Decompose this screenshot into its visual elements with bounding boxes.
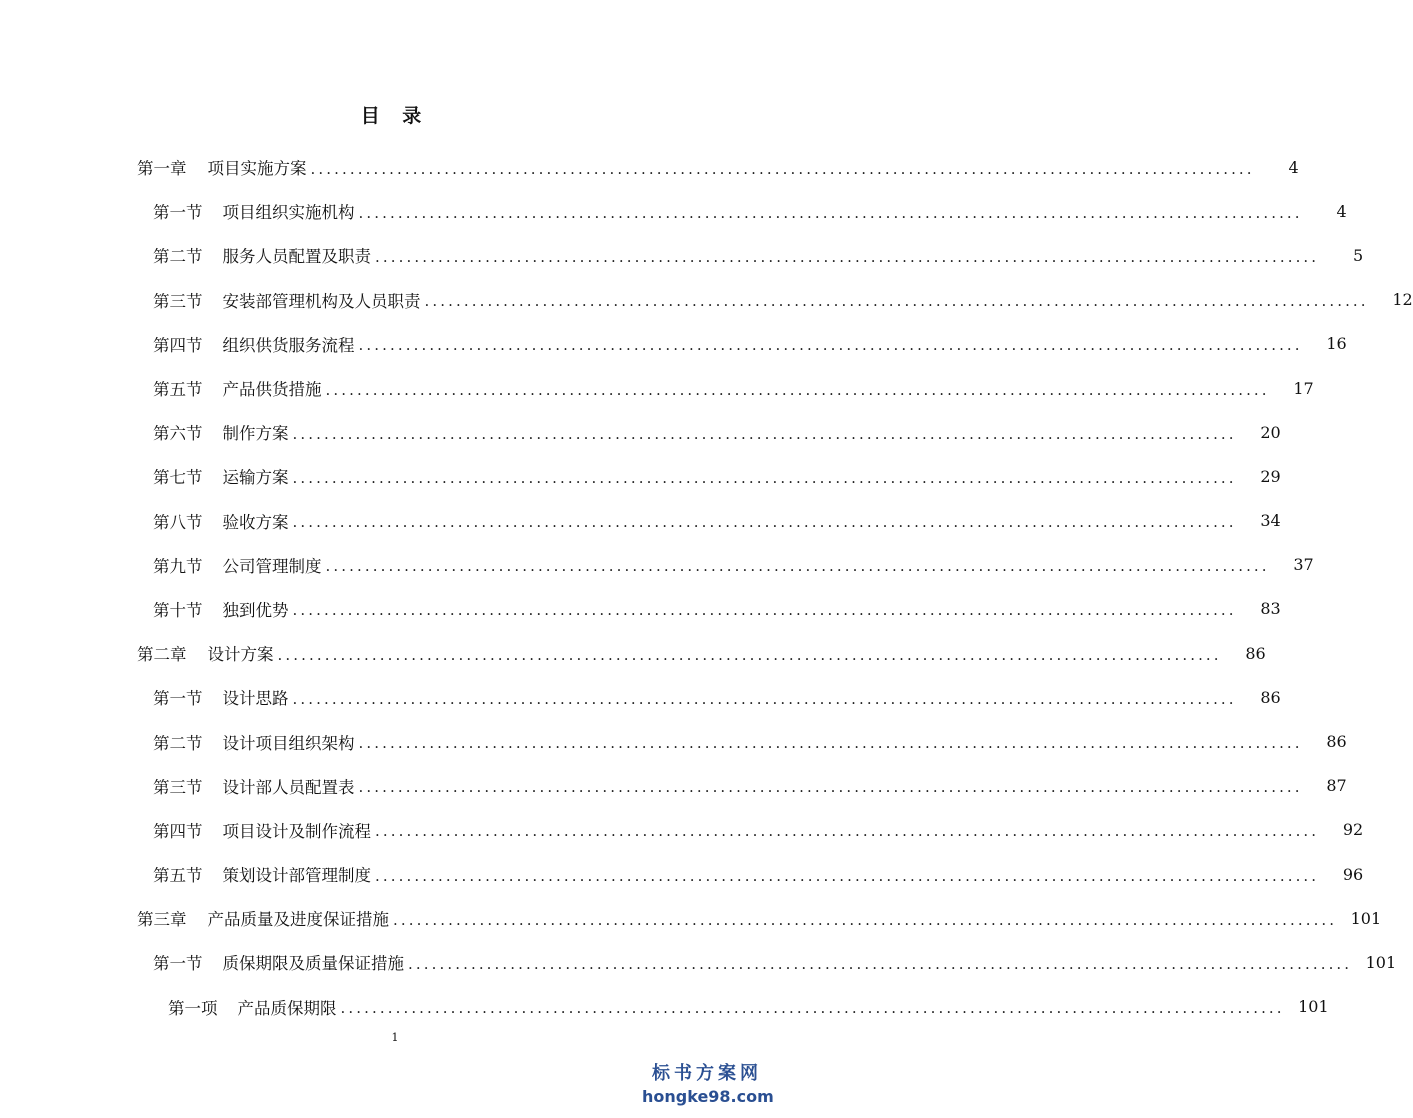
toc-entry[interactable] bbox=[0, 145, 1299, 189]
toc-entry[interactable] bbox=[0, 675, 1281, 719]
toc-entry-number: 第六节 bbox=[153, 424, 203, 444]
toc-entry-page: 12 bbox=[1392, 290, 1413, 310]
toc-entry-page: 86 bbox=[1245, 643, 1266, 663]
toc-entry[interactable] bbox=[0, 454, 1281, 498]
toc-entry[interactable] bbox=[0, 631, 1266, 675]
toc-entry-number: 第五节 bbox=[153, 380, 203, 400]
toc-entry-title: 制作方案 bbox=[222, 424, 289, 444]
toc-entry-page: 4 bbox=[1288, 157, 1299, 177]
toc-entry-number: 第一章 bbox=[137, 159, 187, 179]
toc-entry[interactable] bbox=[0, 940, 1397, 984]
toc-entry[interactable] bbox=[0, 278, 1413, 322]
toc-entry-page: 17 bbox=[1293, 378, 1314, 398]
toc-entry-title: 公司管理制度 bbox=[222, 556, 322, 576]
toc-entry-title: 策划设计部管理制度 bbox=[222, 866, 371, 886]
toc-dot-leader: ........................................................................................................................ bbox=[424, 292, 1369, 311]
toc-entry-title: 项目组织实施机构 bbox=[222, 203, 355, 223]
toc-entry-title: 产品供货措施 bbox=[222, 380, 322, 400]
page-title: 目 录 bbox=[360, 105, 430, 127]
toc-entry-page: 87 bbox=[1326, 776, 1347, 796]
toc-entry-title: 验收方案 bbox=[222, 512, 289, 532]
toc-entry-number: 第五节 bbox=[153, 866, 203, 886]
toc-entry-number: 第四节 bbox=[153, 335, 203, 355]
toc-dot-leader: ........................................................................................................................ bbox=[292, 468, 1237, 487]
toc-dot-leader: ........................................................................................................................ bbox=[358, 203, 1303, 222]
toc-entry-title: 产品质量及进度保证措施 bbox=[207, 910, 389, 930]
toc-dot-leader: ........................................................................................................................ bbox=[325, 557, 1270, 576]
toc-dot-leader: ........................................................................................................................ bbox=[292, 601, 1237, 620]
toc-entry-page: 86 bbox=[1326, 732, 1347, 752]
toc-entry-page: 96 bbox=[1342, 864, 1364, 884]
toc-entry-page: 92 bbox=[1342, 820, 1364, 840]
toc-dot-leader: ........................................................................................................................ bbox=[375, 247, 1320, 266]
watermark-cn-text: 标书方案网 bbox=[652, 1063, 762, 1084]
toc-entry-title: 设计部人员配置表 bbox=[222, 777, 355, 797]
toc-entry[interactable] bbox=[0, 852, 1364, 896]
toc-dot-leader: ........................................................................................................................ bbox=[277, 645, 1222, 664]
toc-entry[interactable] bbox=[0, 764, 1347, 808]
toc-dot-leader: ........................................................................................................................ bbox=[375, 822, 1320, 841]
toc-entry-number: 第十节 bbox=[153, 600, 203, 620]
toc-entry-title: 项目实施方案 bbox=[207, 159, 307, 179]
toc-entry-title: 组织供货服务流程 bbox=[222, 335, 355, 355]
toc-entry-page: 5 bbox=[1352, 245, 1364, 265]
toc-entry-page: 4 bbox=[1336, 201, 1347, 221]
toc-entry-page: 29 bbox=[1260, 466, 1281, 486]
toc-entry-number: 第三章 bbox=[137, 910, 187, 930]
toc-entry[interactable] bbox=[0, 410, 1281, 454]
toc-entry[interactable] bbox=[0, 543, 1314, 587]
toc-entry-page: 101 bbox=[1350, 908, 1382, 928]
toc-entry-number: 第四节 bbox=[153, 821, 203, 841]
toc-entry-number: 第一节 bbox=[153, 689, 203, 709]
toc-entry-page: 34 bbox=[1260, 511, 1281, 531]
page-number: 1 bbox=[391, 1031, 399, 1044]
toc-dot-leader: ........................................................................................................................ bbox=[292, 689, 1237, 708]
toc-entry-title: 设计方案 bbox=[207, 645, 274, 665]
toc-entry-number: 第八节 bbox=[153, 512, 203, 532]
toc-entry-number: 第三节 bbox=[153, 291, 203, 311]
toc-entry-page: 101 bbox=[1365, 952, 1397, 972]
toc-entry-title: 产品质保期限 bbox=[237, 998, 337, 1018]
toc-entry-page: 86 bbox=[1260, 687, 1281, 707]
watermark-logo bbox=[642, 1062, 772, 1108]
toc-dot-leader: ........................................................................................................................ bbox=[292, 513, 1237, 532]
toc-entry-page: 37 bbox=[1293, 555, 1314, 575]
toc-entry-page: 101 bbox=[1298, 997, 1329, 1017]
toc-entry-number: 第七节 bbox=[153, 468, 203, 488]
toc-entry-page: 83 bbox=[1260, 599, 1281, 619]
toc-entry-number: 第二章 bbox=[137, 645, 187, 665]
toc-entry[interactable] bbox=[0, 985, 1329, 1029]
toc-entry[interactable] bbox=[0, 896, 1382, 940]
toc-entry-title: 安装部管理机构及人员职责 bbox=[222, 291, 421, 311]
toc-entry-title: 设计思路 bbox=[222, 689, 289, 709]
toc-entry-number: 第一项 bbox=[168, 998, 218, 1018]
toc-entry-page: 16 bbox=[1326, 334, 1347, 354]
toc-entry[interactable] bbox=[0, 719, 1347, 763]
toc-dot-leader: ........................................................................................................................ bbox=[310, 159, 1255, 178]
toc-entry[interactable] bbox=[0, 499, 1281, 543]
toc-entry-title: 运输方案 bbox=[222, 468, 289, 488]
toc-dot-leader: ........................................................................................................................ bbox=[358, 778, 1303, 797]
watermark-en-text: hongke98.com bbox=[642, 1087, 774, 1106]
table-of-contents bbox=[0, 145, 1413, 1029]
toc-entry-number: 第二节 bbox=[153, 247, 203, 267]
toc-entry[interactable] bbox=[0, 322, 1347, 366]
toc-entry-number: 第九节 bbox=[153, 556, 203, 576]
toc-entry[interactable] bbox=[0, 233, 1364, 277]
toc-entry[interactable] bbox=[0, 587, 1281, 631]
toc-dot-leader: ........................................................................................................................ bbox=[325, 380, 1270, 399]
toc-entry[interactable] bbox=[0, 189, 1347, 233]
toc-dot-leader: ........................................................................................................................ bbox=[408, 954, 1353, 973]
toc-entry-title: 独到优势 bbox=[222, 600, 289, 620]
toc-dot-leader: ........................................................................................................................ bbox=[340, 999, 1285, 1018]
toc-dot-leader: ........................................................................................................................ bbox=[358, 336, 1303, 355]
toc-entry-title: 设计项目组织架构 bbox=[222, 733, 355, 753]
toc-entry-title: 质保期限及质量保证措施 bbox=[222, 954, 404, 974]
toc-dot-leader: ........................................................................................................................ bbox=[358, 734, 1303, 753]
toc-entry-number: 第三节 bbox=[153, 777, 203, 797]
toc-dot-leader: ........................................................................................................................ bbox=[292, 424, 1237, 443]
toc-entry-title: 项目设计及制作流程 bbox=[222, 821, 371, 841]
toc-entry-title: 服务人员配置及职责 bbox=[222, 247, 371, 267]
toc-dot-leader: ........................................................................................................................ bbox=[393, 910, 1338, 929]
toc-entry-number: 第二节 bbox=[153, 733, 203, 753]
toc-dot-leader: ........................................................................................................................ bbox=[375, 866, 1320, 885]
toc-entry-number: 第一节 bbox=[153, 203, 203, 223]
toc-entry-number: 第一节 bbox=[153, 954, 203, 974]
toc-entry[interactable] bbox=[0, 808, 1364, 852]
toc-entry-page: 20 bbox=[1260, 422, 1281, 442]
toc-entry[interactable] bbox=[0, 366, 1314, 410]
